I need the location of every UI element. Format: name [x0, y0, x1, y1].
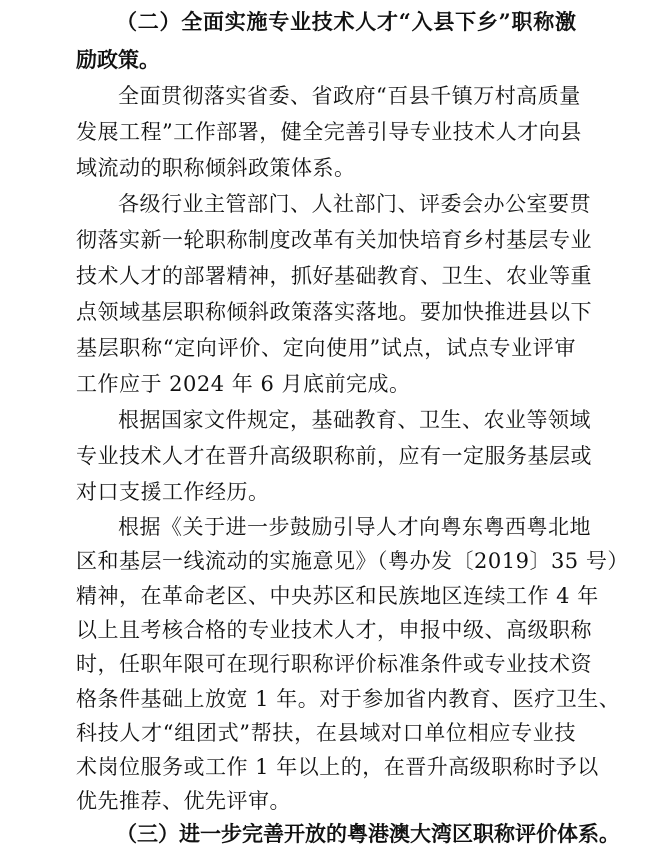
paragraph-3-line-1: 根据国家文件规定，基础教育、卫生、农业等领域 — [118, 408, 591, 432]
paragraph-4-line-7: 科技人才“组团式”帮扶，在县域对口单位相应专业技 — [76, 720, 576, 745]
paragraph-2-line-6: 工作应于 2024 年 6 月底前完成。 — [76, 372, 411, 396]
section-heading-2-line-1: （二）全面实施专业技术人才“入县下乡”职称激 — [116, 9, 576, 34]
paragraph-3-line-2: 专业技术人才在晋升高级职称前，应有一定服务基层或 — [76, 444, 592, 468]
paragraph-4-line-9: 优先推荐、优先评审。 — [76, 789, 291, 814]
paragraph-4-line-4: 以上且考核合格的专业技术人才，申报中级、高级职称 — [76, 617, 592, 642]
paragraph-2-line-1: 各级行业主管部门、人社部门、评委会办公室要贯 — [118, 192, 591, 216]
paragraph-2-line-5: 基层职称“定向评价、定向使用”试点，试点专业评审 — [76, 336, 576, 360]
paragraph-1-line-1: 全面贯彻落实省委、省政府“百县千镇万村高质量 — [118, 84, 581, 108]
paragraph-4-line-6: 格条件基础上放宽 1 年。对于参加省内教育、医疗卫生、 — [76, 686, 621, 711]
paragraph-2-line-4: 点领域基层职称倾斜政策落实落地。要加快推进县以下 — [76, 300, 592, 324]
paragraph-4-line-2: 区和基层一线流动的实施意见》（粤办发〔2019〕35 号） — [76, 549, 629, 574]
paragraph-1-line-2: 发展工程”工作部署，健全完善引导专业技术人才向县 — [76, 120, 582, 144]
paragraph-3-line-3: 对口支援工作经历。 — [76, 480, 270, 504]
paragraph-1-line-3: 域流动的职称倾斜政策体系。 — [76, 156, 356, 180]
section-heading-3: （三）进一步完善开放的粤港澳大湾区职称评价体系。 — [116, 820, 620, 846]
paragraph-4-line-3: 精神，在革命老区、中央苏区和民族地区连续工作 4 年 — [76, 583, 599, 608]
paragraph-4-line-8: 术岗位服务或工作 1 年以上的，在晋升高级职称时予以 — [76, 755, 599, 780]
paragraph-4-line-5: 时，任职年限可在现行职称评价标准条件或专业技术资 — [76, 652, 592, 677]
paragraph-2-line-3: 技术人才的部署精神，抓好基础教育、卫生、农业等重 — [76, 264, 592, 288]
paragraph-2-line-2: 彻落实新一轮职称制度改革有关加快培育乡村基层专业 — [76, 228, 592, 252]
paragraph-4-line-1: 根据《关于进一步鼓励引导人才向粤东粤西粤北地 — [118, 515, 591, 539]
section-heading-2-line-2: 励政策。 — [76, 47, 160, 72]
